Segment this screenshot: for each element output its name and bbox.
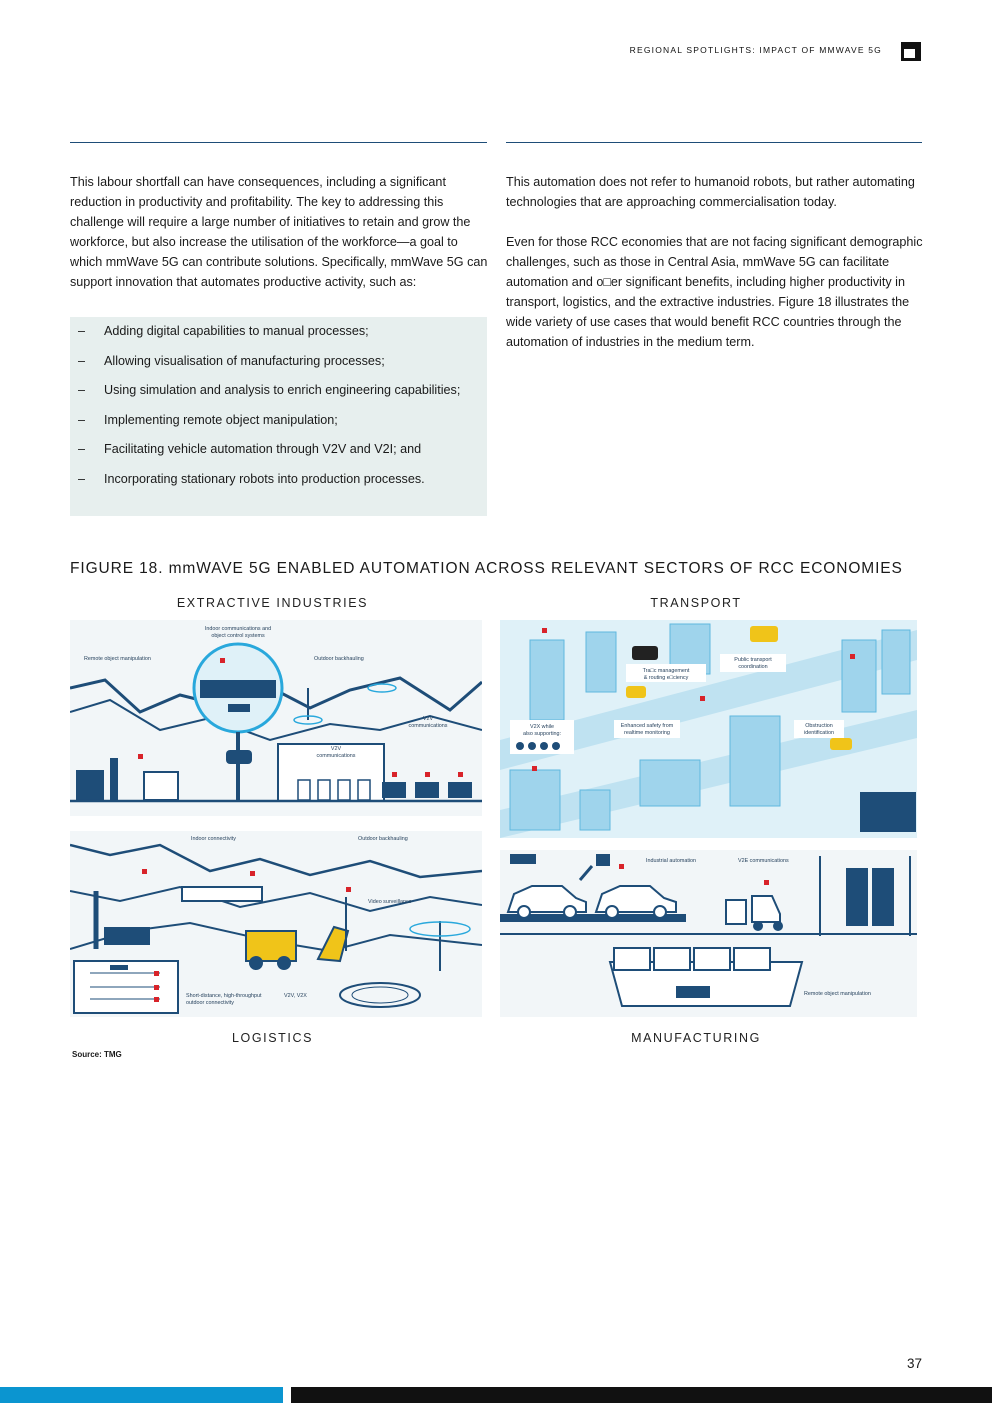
callout-short-distance-1: Short-distance, high-throughput bbox=[186, 993, 262, 999]
list-item: – Implementing remote object manipulation; bbox=[70, 410, 487, 430]
callout-indoor-connectivity: Indoor connectivity bbox=[191, 836, 236, 842]
panel-label-transport: TRANSPORT bbox=[650, 596, 742, 610]
manufacturing-illustration bbox=[500, 850, 917, 1017]
callout-outdoor-backhauling: Outdoor backhauling bbox=[358, 836, 408, 842]
callout-remote: Remote object manipulation bbox=[84, 656, 151, 662]
callout-indoor-2: object control systems bbox=[211, 633, 265, 639]
callout-safety-2: realtime monitoring bbox=[624, 730, 670, 736]
callout-short-distance-2: outdoor connectivity bbox=[186, 1000, 234, 1006]
list-item: – Incorporating stationary robots into production processes. bbox=[70, 469, 487, 489]
callout-obstruction-2: identification bbox=[804, 730, 834, 736]
callout-v2e-communications: V2E communications bbox=[738, 858, 789, 864]
list-item: – Using simulation and analysis to enrich engineering capabilities; bbox=[70, 380, 487, 400]
callout-v2v-a1: V2V bbox=[422, 716, 434, 722]
callout-v2v-b2: communications bbox=[316, 753, 356, 759]
left-paragraph: This labour shortfall can have consequences, including a significant reduction in productivity and profitability. The key to addressing this challenge will require a large number of initiatives to retain and grow the workforce, but also increase the utilisation of the workforce—a goal to which mmWave 5G can contribute solutions. Specifically, mmWave 5G can support innovation that automates productive activity, such as: bbox=[70, 175, 488, 289]
callout-safety-1: Enhanced safety from bbox=[620, 723, 674, 729]
callout-video-surveillance: Video surveillance bbox=[368, 899, 412, 905]
list-item: – Facilitating vehicle automation through V2V and V2I; and bbox=[70, 439, 487, 459]
right-paragraph-2: Even for those RCC economies that are not facing significant demographic challenges, such as those in Central Asia, mmWave 5G can facilitate automation and o□er significant benefits, including higher productivity in transport, logistics, and the extractive industries. Figure 18 illustrates the wide variety of use cases that would benefit RCC countries through the automation of industries in the medium term. bbox=[506, 235, 923, 349]
callout-indoor-1: Indoor communications and bbox=[204, 626, 272, 632]
callout-remote-manipulation: Remote object manipulation bbox=[804, 991, 871, 997]
figure-source: Source: TMG bbox=[72, 1050, 122, 1059]
list-item: – Allowing visualisation of manufacturing processes; bbox=[70, 351, 487, 371]
page-number: 37 bbox=[906, 1356, 922, 1371]
callout-traffic-2: & routing e□ciency bbox=[643, 675, 689, 681]
document-corner-icon bbox=[901, 42, 921, 61]
panel-label-logistics: LOGISTICS bbox=[231, 1031, 314, 1045]
bullet-list bbox=[70, 317, 487, 516]
callout-v2x-1: V2X while bbox=[530, 724, 554, 730]
callout-traffic-1: Tra□c management bbox=[642, 668, 690, 674]
list-item: – Adding digital capabilities to manual processes; bbox=[70, 321, 487, 341]
callout-public-1: Public transport bbox=[734, 657, 772, 663]
callout-public-2: coordination bbox=[738, 664, 768, 670]
callout-v2v-v2x: V2V, V2X bbox=[284, 993, 307, 999]
footer-bar-blue bbox=[0, 1387, 283, 1403]
right-rule bbox=[506, 142, 922, 143]
panel-label-manufacturing: MANUFACTURING bbox=[631, 1031, 761, 1045]
callout-v2v-a2: communications bbox=[408, 723, 448, 729]
callout-v2v-b1: V2V bbox=[330, 746, 342, 752]
right-paragraph-1: This automation does not refer to humanoid robots, but rather automating technologies that are approaching commercialisation today. bbox=[506, 175, 915, 209]
left-column bbox=[70, 172, 488, 312]
right-column bbox=[506, 172, 924, 372]
callout-industrial-automation: Industrial automation bbox=[646, 858, 697, 864]
callout-obstruction-1: Obstruction bbox=[805, 723, 833, 729]
callout-v2x-2: also supporting: bbox=[522, 731, 562, 737]
panel-label-extractive: EXTRACTIVE INDUSTRIES bbox=[176, 596, 369, 610]
header-title: REGIONAL SPOTLIGHTS: IMPACT OF MMWAVE 5G bbox=[629, 45, 882, 55]
logistics-illustration bbox=[70, 831, 482, 1017]
callout-outdoor: Outdoor backhauling bbox=[314, 656, 364, 662]
left-rule bbox=[70, 142, 487, 143]
footer-bar-black bbox=[291, 1387, 992, 1403]
extractive-illustration bbox=[70, 620, 482, 816]
transport-illustration bbox=[500, 620, 917, 838]
figure-title: FIGURE 18. mmWAVE 5G ENABLED AUTOMATION ACROSS RELEVANT SECTORS OF RCC ECONOMIES bbox=[70, 560, 903, 577]
